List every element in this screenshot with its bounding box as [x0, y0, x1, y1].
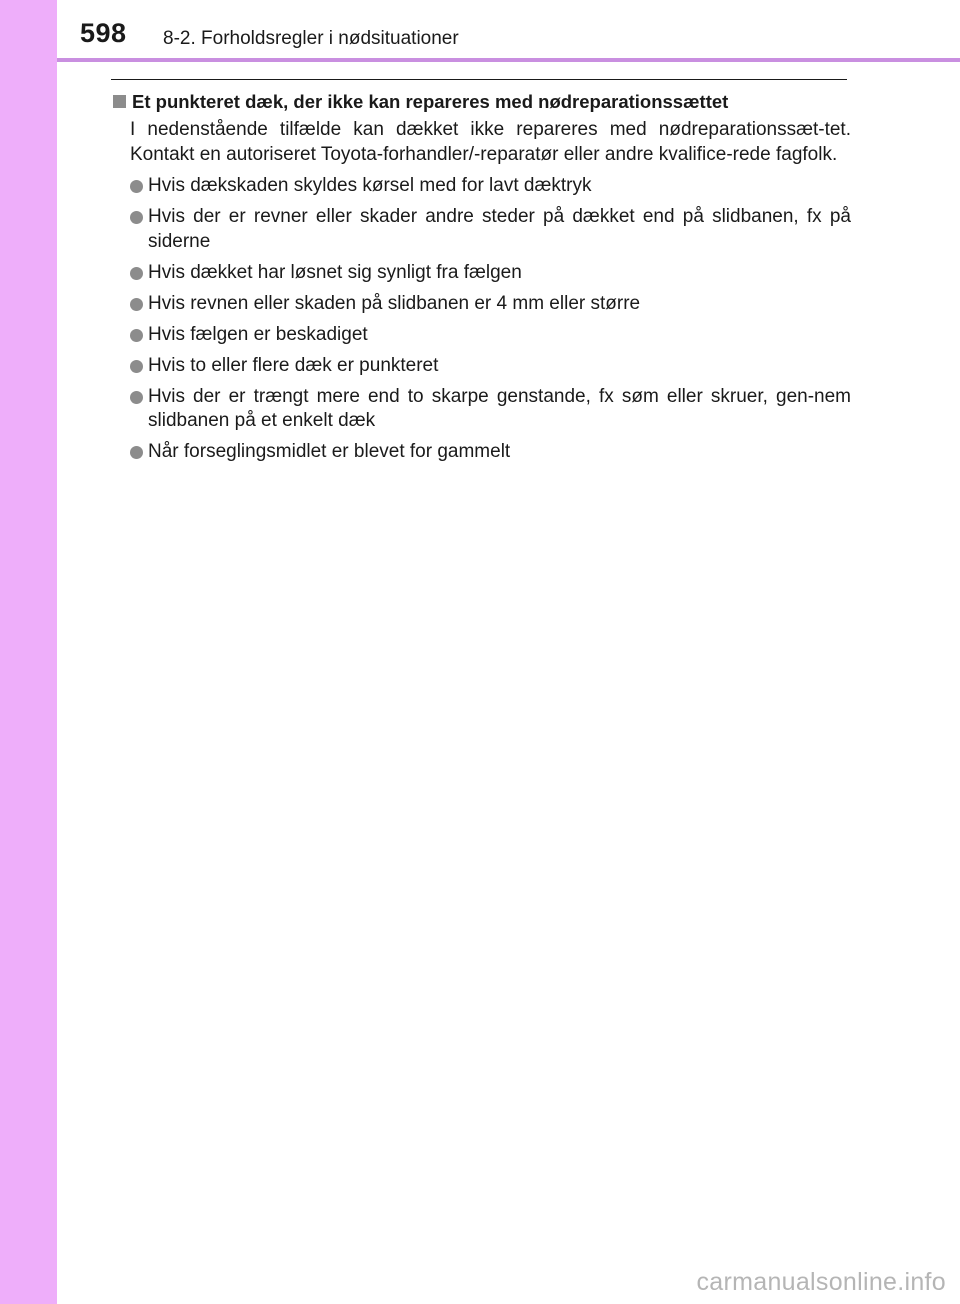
list-item — [130, 174, 851, 199]
list-item-text: Hvis fælgen er beskadiget — [148, 323, 368, 345]
page-number: 598 — [80, 18, 127, 48]
square-bullet-icon — [113, 95, 126, 108]
list-item — [130, 205, 851, 254]
circle-bullet-icon — [130, 329, 143, 342]
circle-bullet-icon — [130, 391, 143, 404]
content-divider — [111, 79, 847, 80]
section-heading — [111, 90, 851, 114]
list-item — [130, 292, 851, 317]
list-item — [130, 440, 851, 465]
circle-bullet-icon — [130, 267, 143, 280]
list-item-text: Hvis dækket har løsnet sig synligt fra fælgen — [148, 261, 522, 283]
circle-bullet-icon — [130, 360, 143, 373]
list-item-text: Hvis to eller flere dæk er punkteret — [148, 354, 439, 376]
circle-bullet-icon — [130, 211, 143, 224]
list-item — [130, 354, 851, 379]
circle-bullet-icon — [130, 180, 143, 193]
list-item — [130, 323, 851, 348]
intro-paragraph: I nedenstående tilfælde kan dækket ikke repareres med nødreparationssæt-tet. Kontakt en autoriseret Toyota-forhandler/-reparatør eller andre kvalifice-rede fagfolk. — [130, 119, 851, 165]
list-item-text: Hvis der er revner eller skader andre steder på dækket end på slidbanen, fx på siderne — [148, 206, 851, 252]
list-item-text: Hvis dækskaden skyldes kørsel med for lavt dæktryk — [148, 175, 592, 196]
circle-bullet-icon — [130, 298, 143, 311]
circle-bullet-icon — [130, 446, 143, 459]
watermark-link[interactable]: carmanualsonline.info — [696, 1268, 946, 1296]
section-heading-text: Et punkteret dæk, der ikke kan repareres med nødreparationssættet — [132, 91, 729, 112]
list-item-text: Når forseglingsmidlet er blevet for gammelt — [148, 441, 511, 462]
list-item-text: Hvis revnen eller skaden på slidbanen er 4 mm eller større — [148, 292, 641, 314]
bullet-list — [111, 174, 851, 465]
list-item — [130, 385, 851, 434]
list-item — [130, 261, 851, 286]
list-item-text: Hvis der er trængt mere end to skarpe genstande, fx søm eller skruer, gen-nem slidbanen på et enkelt dæk — [148, 385, 851, 431]
side-color-bar — [0, 0, 57, 1304]
header-divider — [57, 58, 960, 62]
page-content — [111, 90, 851, 471]
section-title: 8-2. Forholdsregler i nødsituationer — [163, 28, 459, 49]
